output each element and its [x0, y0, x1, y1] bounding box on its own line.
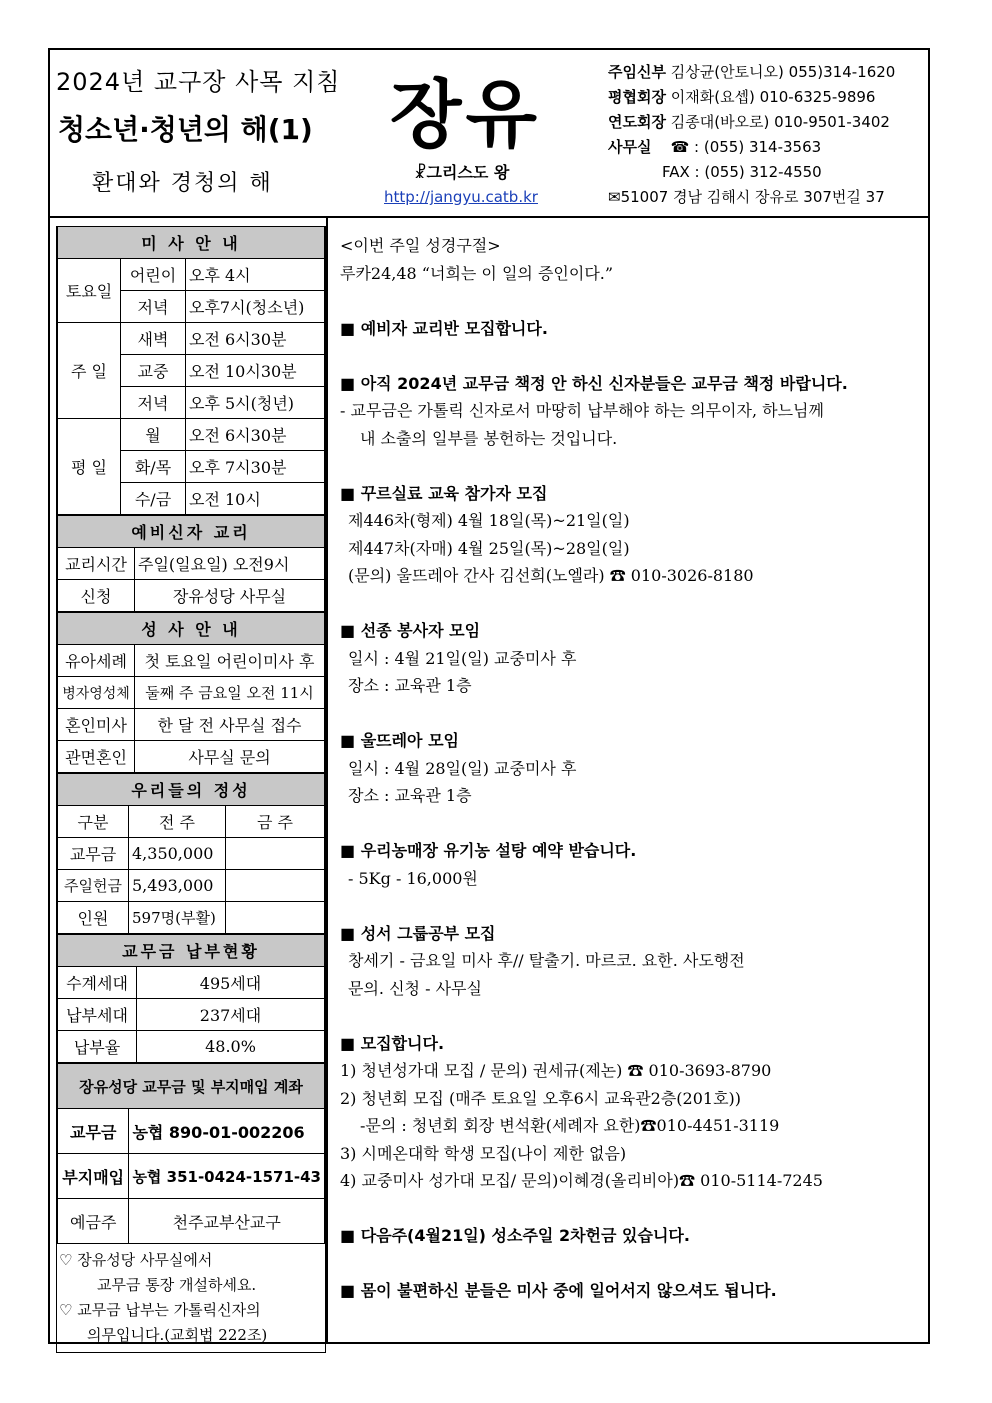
notice-column: <이번 주일 성경구절> 루카24,48 “너희는 이 일의 증인이다.” ■ 예비자 교리반 모집합니다. ■ 아직 2024년 교무금 책정 안 하신 신자분들은 교무금 책정 바랍니다. - 교무금은 가톨릭 신자로서 마땅히 납부해야 하는 의무이자, 하느님께 내 소출의 일부를 봉헌하는 것입니다. ■ 꾸르실료 교육 참가자 모집 제446차(형제) 4월 18일(목)~21일(일) 제447차(자매) 4월 25일(목)~28일(일) (문의) 울뜨레아 간사 김선희(노엘라) ☎ 010-3026-8180 ■ 선종 봉사자 모임 일시 : 4월 21일(일) 교중미사 후 장소 : 교육관 1층 ■ 울뜨레아 모임 일시 : 4월 28일(일) 교중미사 후 장소 : 교육관 1층 ■ 우리농매장 유기농 설탕 예약 받습니다. - 5Kg - 16,000원 ■ 성서 그룹공부 모집 창세기 - 금요일 미사 후// 탈출기. 마르코. 요한. 사도행전 문의. 신청 - 사무실 ■ 모집합니다. 1) 청년성가대 모집 / 문의) 권세규(제논) ☎ 010-3693-8790 2) 청년회 모집 (매주 토요일 오후6시 교육관2층(201호)) -문의 : 청년회 회장 변석환(세례자 요한)☎010-4451-3119 3) 시메온대학 학생 모집(나이 제한 없음) 4) 교중미사 성가대 모집/ 문의)이혜경(올리비아)☎ 010-5114-7245 ■ 다음주(4월21일) 성소주일 2차헌금 있습니다. ■ 몸이 불편하신 분들은 미사 중에 일어서지 않으셔도 됩니다.	[340, 232, 930, 1305]
column-divider	[326, 216, 328, 1344]
offering-table: 우리들의 정성 구분 전 주 금 주 교무금 4,350,000 주일헌금 5,493,000 인원 597명(부활)	[57, 773, 325, 934]
notice-heading: ■ 우리농매장 유기농 설탕 예약 받습니다.	[340, 841, 637, 860]
notice-heading: ■ 아직 2024년 교무금 책정 안 하신 신자분들은 교무금 책정 바랍니다.	[340, 373, 848, 393]
motto-line1: 2024년 교구장 사목 지침	[56, 68, 341, 96]
notice-heading: ■ 모집합니다.	[340, 1033, 445, 1053]
mass-day-sun: 주 일	[58, 323, 121, 419]
info-sidebar	[56, 226, 326, 1353]
contact-list	[608, 60, 895, 210]
offering-title: 우리들의 정성	[58, 774, 325, 806]
bulletin-frame	[48, 48, 930, 1344]
contact-office: 사무실 ☎ : (055) 314-3563	[608, 138, 822, 156]
catechumen-table: 예비신자 교리 교리시간 주일(일요일) 오전9시 신청 장유성당 사무실	[57, 515, 325, 612]
contact-council: 평협회장 이재화(요셉) 010-6325-9896	[608, 88, 876, 106]
mass-day-sat: 토요일	[58, 259, 121, 323]
motto-line2: 청소년·청년의 해(1)	[58, 113, 313, 146]
masthead-title: 장유	[390, 72, 541, 158]
contact-address: ✉51007 경남 김해시 장유로 307번길 37	[608, 188, 885, 206]
contact-prayer: 연도회장 김종대(바오로) 010-9501-3402	[608, 113, 890, 131]
dues-title: 교무금 납부현황	[58, 935, 325, 967]
account-title: 장유성당 교무금 및 부지매입 계좌	[58, 1064, 325, 1109]
bulletin-header	[50, 50, 928, 218]
verse-title: <이번 주일 성경구절>	[340, 236, 501, 255]
mass-day-week: 평 일	[58, 419, 121, 515]
mass-title: 미 사 안 내	[58, 227, 325, 259]
notice-heading: ■ 몸이 불편하신 분들은 미사 중에 일어서지 않으셔도 됩니다.	[340, 1281, 777, 1300]
contact-pastor: 주임신부 김상균(안토니오) 055)314-1620	[608, 63, 896, 81]
sacrament-title: 성 사 안 내	[58, 613, 325, 645]
account-table: 장유성당 교무금 및 부지매입 계좌 교무금 농협 890-01-002206 부지매입 농협 351-0424-1571-43 예금주 천주교부산교구	[57, 1063, 325, 1244]
notice-heading: ■ 선종 봉사자 모임	[340, 621, 481, 640]
notice-heading: ■ 꾸르실료 교육 참가자 모집	[340, 483, 548, 503]
masthead-subtitle: ☧그리스도 왕	[414, 163, 510, 182]
notice-heading: ■ 울뜨레아 모임	[340, 731, 459, 750]
catechumen-title: 예비신자 교리	[58, 516, 325, 548]
contact-fax: FAX : (055) 312-4550	[662, 163, 822, 181]
mass-table: 미 사 안 내 토요일 어린이 오후 4시 저녁 오후7시(청소년) 주 일 새벽 오전 6시30분 교중 오전 10시30분 저녁 오후 5시(청년) 평 일 월 오전 6시30분 화/목 오후 7시30분 수/금 오전 10시	[57, 226, 325, 515]
website-link[interactable]: http://jangyu.catb.kr	[384, 188, 538, 206]
motto-line3: 환대와 경청의 해	[92, 171, 273, 196]
verse-text: 루카24,48 “너희는 이 일의 증인이다.”	[340, 263, 614, 283]
account-notes: ♡ 장유성당 사무실에서 교무금 통장 개설하세요. ♡ 교무금 납부는 가톨릭신자의 의무입니다.(교회법 222조)	[59, 1251, 268, 1344]
notice-heading: ■ 다음주(4월21일) 성소주일 2차헌금 있습니다.	[340, 1226, 690, 1245]
sacrament-table: 성 사 안 내 유아세례 첫 토요일 어린이미사 후 병자영성체 둘째 주 금요일 오전 11시 혼인미사 한 달 전 사무실 접수 관면혼인 사무실 문의	[57, 612, 325, 773]
dues-table: 교무금 납부현황 수계세대 495세대 납부세대 237세대 납부율 48.0%	[57, 934, 325, 1063]
notice-heading: ■ 예비자 교리반 모집합니다.	[340, 318, 548, 338]
notice-heading: ■ 성서 그룹공부 모집	[340, 923, 496, 943]
